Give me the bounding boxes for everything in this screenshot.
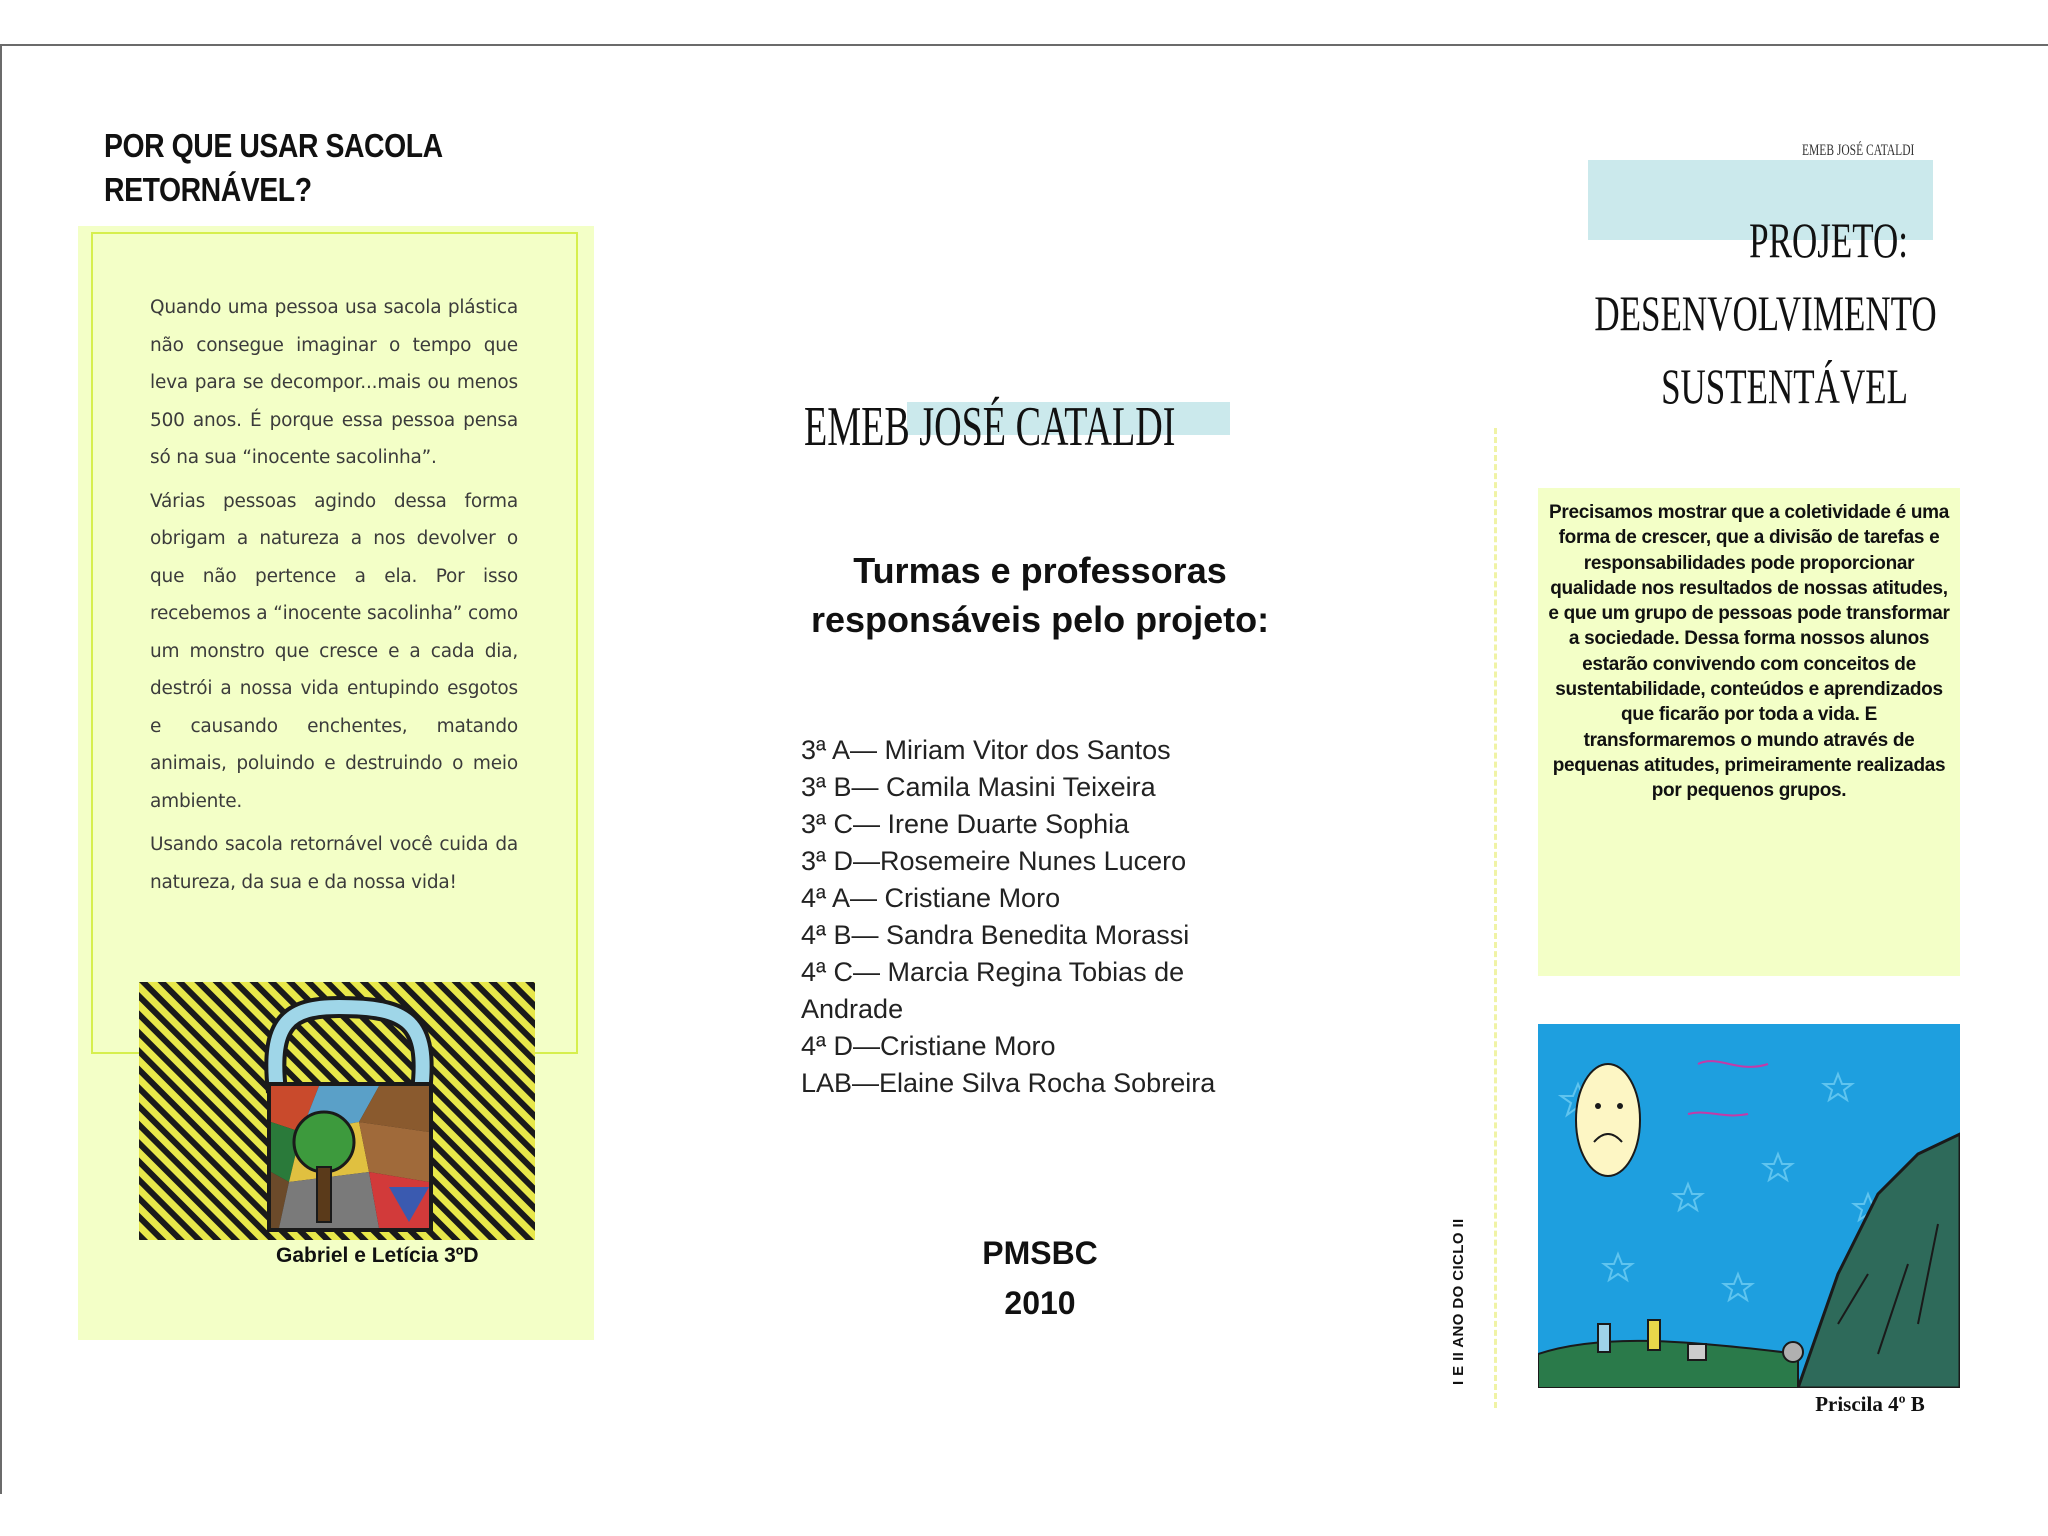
teacher-item: 4ª A— Cristiane Moro: [801, 883, 1061, 913]
teacher-item: 3ª C— Irene Duarte Sophia: [801, 809, 1130, 839]
left-panel-title: POR QUE USAR SACOLA RETORNÁVEL?: [104, 127, 442, 208]
project-title-line: SUSTENTÁVEL: [1661, 358, 1908, 414]
bag-drawing: [139, 982, 535, 1240]
teachers-heading: Turmas e professoras responsáveis pelo projeto:: [810, 550, 1270, 640]
year: 2010: [1004, 1285, 1076, 1321]
drawing-illustration: [1538, 1024, 1960, 1388]
drawing-caption: Priscila 4º B: [1815, 1392, 1925, 1416]
teacher-item: 3ª A— Miriam Vitor dos Santos: [801, 735, 1171, 765]
children-drawing: [1538, 1024, 1960, 1388]
footer: [940, 1228, 1140, 1328]
teacher-item: 3ª D—Rosemeire Nunes Lucero: [801, 846, 1187, 876]
paragraph-2: Várias pessoas agindo dessa forma obrigam a natureza a nos devolver o que não pertence a ela. Por isso recebemos a “inocente sacolinha” como um monstro que cresce e a cada dia, destrói a nossa vida entupindo esgotos e causando enchentes, matando animais, poluindo e destruindo o meio ambiente.: [150, 490, 518, 812]
org-name: PMSBC: [982, 1235, 1098, 1271]
teachers-list: [801, 732, 1281, 1102]
teacher-item: 4ª C— Marcia Regina Tobias de Andrade: [801, 957, 1185, 1024]
paragraph-1: Quando uma pessoa usa sacola plástica não consegue imaginar o tempo que leva para se decompor...mais ou menos 500 anos. É porque essa pessoa pensa só na sua “inocente sacolinha”.: [150, 297, 518, 468]
school-name: EMEB JOSÉ CATALDI: [804, 396, 1176, 458]
project-description: Precisamos mostrar que a coletividade é uma forma de crescer, que a divisão de tarefas e responsabilidades pode proporcionar qualidade nos resultados de nossas atitudes, e que um grupo de pessoas pode transformar a sociedade. Dessa forma nossos alunos estarão convivendo com conceitos de sustentabilidade, conteúdos e aprendizados que ficarão por toda a vida. E transformaremos o mundo através de pequenas atitudes, primeiramente realizadas por pequenos grupos.: [1548, 502, 1950, 802]
project-title: [1460, 204, 1937, 423]
project-title-line: DESENVOLVIMENTO: [1594, 285, 1937, 341]
teacher-item: LAB—Elaine Silva Rocha Sobreira: [801, 1068, 1216, 1098]
top-border: [0, 44, 2048, 46]
teacher-item: 4ª B— Sandra Benedita Morassi: [801, 920, 1190, 950]
sad-face: [1576, 1064, 1640, 1176]
left-panel-text: [150, 289, 518, 907]
left-border: [0, 44, 2, 1494]
school-name-small: EMEB JOSÉ CATALDI: [1802, 142, 1915, 159]
fold-divider: [1494, 428, 1497, 1408]
bag-caption: Gabriel e Letícia 3ºD: [276, 1244, 479, 1267]
teacher-item: 3ª B— Camila Masini Teixeira: [801, 772, 1156, 802]
teacher-item: 4ª D—Cristiane Moro: [801, 1031, 1056, 1061]
paragraph-3: Usando sacola retornável você cuida da natureza, da sua e da nossa vida!: [150, 834, 518, 893]
bag-illustration: [139, 982, 535, 1240]
vertical-cycle-label: I E II ANO DO CICLO II: [1450, 1218, 1467, 1385]
project-title-line: PROJETO:: [1749, 212, 1908, 268]
